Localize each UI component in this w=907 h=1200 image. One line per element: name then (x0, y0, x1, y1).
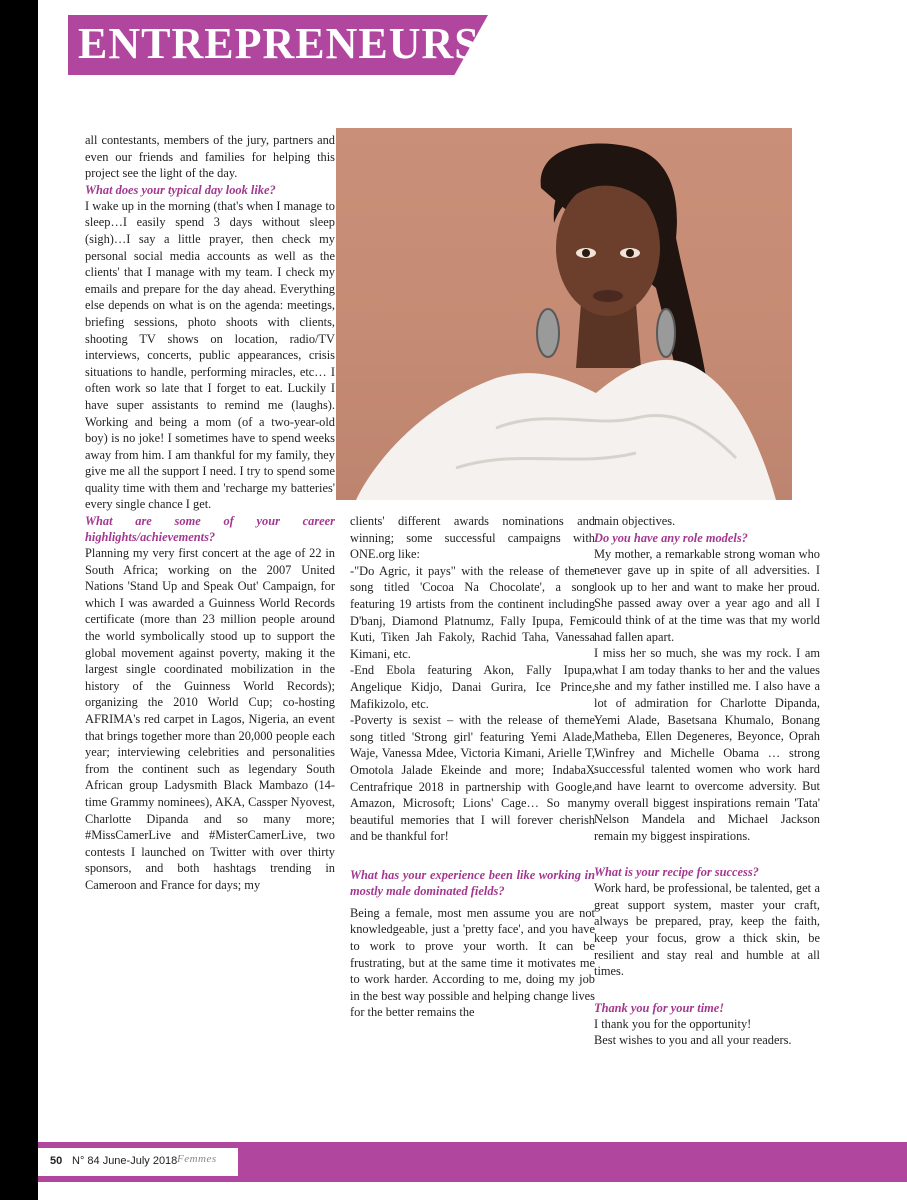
campaigns-intro: clients' different awards nominations and winning; some successful campaigns with ONE.org like: (350, 514, 595, 562)
column-middle (350, 513, 595, 1021)
answer-career-highlights: Planning my very first concert at the age of 22 in South Africa; working on the 2007 United Nations 'Stand Up and Speak Out' Campaign, for which I was awarded a Guinness World Records certificate (more than 23 million people around the world symbolically stood up to support the global movement against poverty, making it the largest single coordinated mobilization in the history of the Guinness World Records); organizing the 2010 World Cup; co-hosting AFRIMA's red carpet in Lagos, Nigeria, an event that brings together more than 20,000 people each year; interviewing celebrities and personalities from the continent such as legendary South African group Ladysmith Black Mambazo (14-time Grammy nominees), AKA, Cassper Nyovest, Charlotte Dipanda and so many more; #MissCamerLive and #MisterCamerLive, two contests I launched on Twitter with over thirty sponsors, and both hashtags trending in Cameroon and France for days; my (85, 546, 335, 892)
question-role-models: Do you have any role models? (594, 530, 748, 545)
column-right (594, 513, 820, 1049)
magazine-page (38, 0, 907, 1200)
objectives-line: main objectives. (594, 514, 676, 528)
campaign-poverty-sexist: -Poverty is sexist – with the release of theme song titled 'Strong girl' featuring Yemi Alade, Waje, Vanessa Mdee, Victoria Kimani, Arielle T, Omotola Jalade Ekeinde and more; IndabaX Centrafrique 2018 in partnership with Google, Amazon, Microsoft; Lions' Cage… So many beautiful memories that I will forever cherish and be thankful for! (350, 713, 595, 844)
answer-thank-you-1: I thank you for the opportunity! (594, 1016, 752, 1031)
intro-paragraph: all contestants, members of the jury, partners and even our friends and families for helping this project see the light of the day. (85, 133, 335, 181)
question-career-highlights: What are some of your career highlights/achievements? (85, 514, 335, 545)
section-title: ENTREPRENEURS (78, 19, 480, 68)
question-recipe-success: What is your recipe for success? (594, 865, 759, 880)
answer-typical-day: I wake up in the morning (that's when I manage to sleep…I easily spend 3 days without sleep (sigh)…I say a little prayer, then check my personal social media accounts as well as the clients' that I manage with my team. I check my emails and prepare for the day ahead. Everything else depends on what is on the agenda: meetings, briefing sessions, photo shoots with clients, shooting TV shows on location, radio/TV interviews, concerts, public appearances, crisis situations to handle, performing miracles, etc… I often work so late that I forget to eat. Luckily I have super assistants to remind me (laughs). Working and being a mom (of a two-year-old boy) is no joke! I sometimes have to spend weeks away from him. I am thankful for my family, they give me all the support I need. I try to spend some quality time with them and 'recharge my batteries' every single chance I get. (85, 198, 335, 512)
portrait-photo (336, 128, 792, 500)
answer-role-models-2: I miss her so much, she was my rock. I am what I am today thanks to her and the values she and my father instilled me. I also have a lot of admiration for Charlotte Dipanda, Yemi Alade, Basetsana Khumalo, Bonang Matheba, Ellen Degeneres, Beyonce, Oprah Winfrey and Michelle Obama … strong successful talented women who work hard and have learnt to overcome adversity. But my overall biggest inspirations remain 'Tata' Nelson Mandela and Michael Jackson remain my biggest inspirations. (594, 646, 820, 843)
portrait-illustration (336, 128, 792, 500)
answer-male-dominated: Being a female, most men assume you are not knowledgeable, just a 'pretty face', and you have to work to prove your worth. It can be frustrating, but at the same time it motivates me to work harder. According to me, doing my job in the best way possible and helping change lives for the better remains the (350, 905, 595, 1020)
campaign-do-agric: -"Do Agric, it pays" with the release of theme song titled 'Cocoa Na Chocolate', a song featuring 19 artists from the continent including D'banj, Diamond Platnumz, Fally Ipupa, Femi Kuti, Tiken Jah Fakoly, Rachid Taha, Vanessa Kimani, etc. (350, 563, 595, 661)
question-thank-you: Thank you for your time! (594, 1000, 725, 1015)
issue-label: N° 84 June-July 2018 (72, 1155, 178, 1167)
campaign-end-ebola: -End Ebola featuring Akon, Fally Ipupa, Angelique Kidjo, Danai Gurira, Ice Prince, Mafikizolo, etc. (350, 663, 595, 711)
answer-thank-you-2: Best wishes to you and all your readers. (594, 1033, 792, 1048)
column-left (85, 132, 335, 894)
page-number: 50 (50, 1155, 63, 1167)
answer-role-models-1: My mother, a remarkable strong woman who never gave up in spite of all adversities. I look up to her and want to make her proud. She passed away over a year ago and all I could think of at the time was that my world had fallen apart. (594, 546, 820, 644)
magazine-brand: Femmes (177, 1153, 217, 1165)
question-typical-day: What does your typical day look like? (85, 182, 276, 197)
question-male-dominated: What has your experience been like working in mostly male dominated fields? (350, 867, 595, 898)
answer-recipe-success: Work hard, be professional, be talented, get a great support system, master your craft, always be prepared, pray, keep the faith, keep your focus, grow a thick skin, be resilient and stay real and humble at all times. (594, 881, 820, 979)
